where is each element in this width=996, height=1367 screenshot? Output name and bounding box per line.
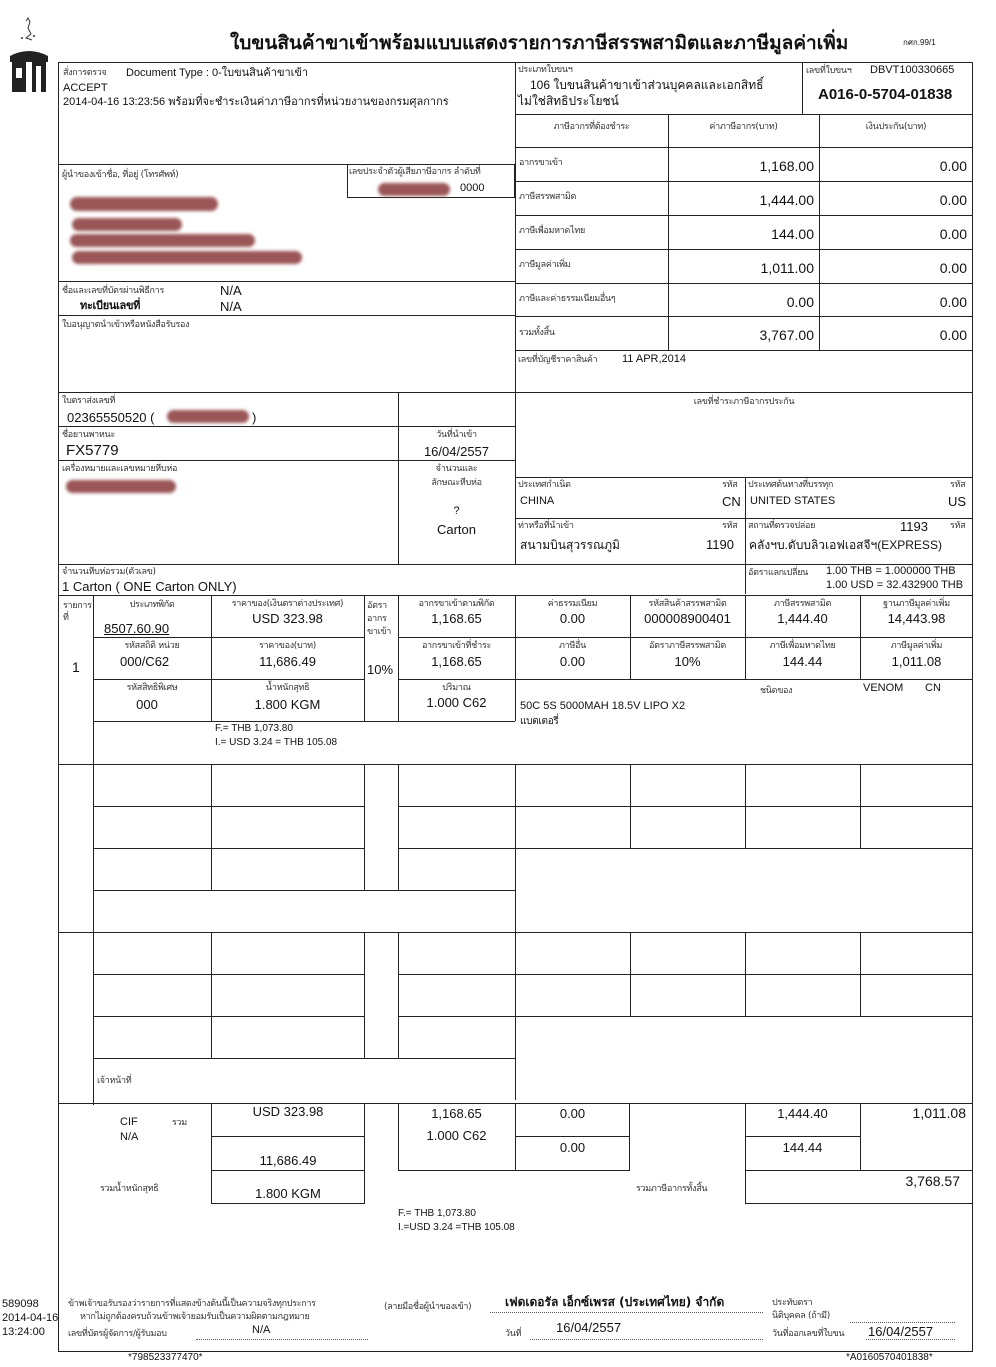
tax-row-guarantee: 0.00 [939, 260, 967, 276]
officer-label: เจ้าหน้าที่ [97, 1076, 132, 1086]
redacted-address [72, 251, 302, 264]
redacted-tax-id [378, 183, 450, 196]
sign-label: (ลายมือชื่อผู้นำของเข้า) [384, 1302, 472, 1312]
incoterm-sub: N/A [120, 1131, 139, 1143]
release-code-label: รหัส [950, 521, 966, 531]
declaration-type-line1: 106 ใบขนสินค้าขาเข้าส่วนบุคคลและเอกสิทธิ์ [530, 78, 764, 92]
other-tax: 0.00 [559, 654, 586, 669]
declaration-type-line2: ไม่ใช่สิทธิประโยชน์ [518, 94, 619, 108]
license-label: ใบอนุญาตนำเข้าหรือหนังสือรับรอง [62, 320, 190, 330]
grand-total-label: รวมภาษีอากรทั้งสิ้น [636, 1184, 708, 1194]
total-fee: 0.00 [559, 1106, 586, 1121]
item-no-label: รายการที่ [63, 601, 92, 623]
origin-code-label: รหัส [722, 480, 738, 490]
description: 50C 5S 5000MAH 18.5V LIPO X2 [520, 700, 686, 712]
sum-label: รวม [172, 1118, 187, 1128]
freight: F.= THB 1,073.80 [215, 723, 293, 734]
consign-code-label: รหัส [950, 480, 966, 490]
declaration-type-label: ประเภทใบขนฯ [518, 65, 573, 75]
importer-label: ผู้นำของเข้าชื่อ, ที่อยู่ (โทรศัพท์) [62, 170, 179, 180]
rate-label: อัตราแลกเปลี่ยน [748, 568, 809, 578]
total-interior: 144.44 [782, 1140, 823, 1155]
rate-thb: 1.00 THB = 1.000000 THB [826, 565, 956, 577]
side-date: 2014-04-16 [2, 1312, 59, 1324]
duty-assess-label: อากรขาเข้าตามพิกัด [418, 599, 495, 609]
excise-rate-label: อัตราภาษีสรรพสามิต [649, 641, 726, 651]
declaration-line1: ข้าพเจ้าขอรับรองว่ารายการที่แสดงข้างต้นนี้เป็นความจริงทุกประการ [68, 1299, 316, 1309]
tax-row-guarantee: 0.00 [939, 192, 967, 208]
pkg-label-1: จำนวนและ [435, 464, 478, 474]
total-vat: 1,011.08 [912, 1105, 966, 1121]
release-label: สถานที่ตรวจปล่อย [748, 521, 816, 531]
fob-foreign: USD 323.98 [252, 611, 323, 626]
tax-row-amount: 0.00 [786, 294, 814, 310]
excise-code: 000008900401 [644, 611, 731, 626]
sign-date: 16/04/2557 [556, 1320, 622, 1335]
total-pkg-label: จำนวนหีบห่อรวม(ตัวเลข) [62, 567, 156, 577]
origin-code: CN [722, 494, 741, 509]
declaration-no: A016-0-5704-01838 [818, 86, 953, 103]
total-freight: F.= THB 1,073.80 [398, 1208, 476, 1219]
tax-row-guarantee: 0.00 [939, 226, 967, 242]
tax-row-amount: 1,444.00 [759, 192, 814, 208]
redacted-marks [66, 480, 176, 493]
total-duty: 1,168.65 [431, 1106, 482, 1121]
total-excise: 1,444.40 [777, 1106, 828, 1121]
invoice-label: เลขที่บัญชีราคาสินค้า [518, 355, 598, 365]
total-weight-label: รวมน้ำหนักสุทธิ [100, 1184, 159, 1194]
pkg-count: ? [453, 505, 460, 517]
tax-row-amount: 3,767.00 [759, 327, 814, 343]
vat-base: 14,443.98 [887, 611, 946, 626]
port-label: ท่าหรือที่นำเข้า [518, 521, 574, 531]
vat-label: ภาษีมูลค่าเพิ่ม [890, 641, 943, 651]
tax-row-label: ภาษีเพื่อมหาดไทย [519, 226, 585, 236]
excise: 1,444.40 [777, 611, 828, 626]
origin: CHINA [520, 495, 555, 507]
consign-label: ประเทศต้นทางที่บรรทุก [748, 480, 834, 490]
interior: 144.44 [782, 654, 823, 669]
consign: UNITED STATES [750, 495, 836, 507]
total-other: 0.00 [559, 1140, 586, 1155]
pkg-label-2: ลักษณะหีบห่อ [431, 478, 482, 488]
form-code: กศก.99/1 [903, 38, 936, 47]
declaration-no-label: เลขที่ใบขนฯ [806, 66, 852, 76]
qty-label: ปริมาณ [442, 683, 471, 693]
payment-label: เลขที่ชำระภาษีอากรประกัน [693, 397, 795, 407]
incoterm: CIF [120, 1116, 138, 1128]
vat: 1,011.08 [891, 654, 942, 669]
tax-row-label: ภาษีและค่าธรรมเนียมอื่นๆ [519, 294, 616, 304]
vehicle-label: ชื่อยานพาหนะ [62, 430, 115, 440]
tariff: 8507.60.90 [104, 621, 170, 636]
privilege-label: รหัสสิทธิพิเศษ [126, 683, 178, 693]
bill-label: ใบตราส่งเลขที่ [62, 396, 116, 406]
tax-branch: 0000 [460, 182, 485, 194]
customs-emblem-logo [4, 16, 54, 96]
brand: VENOM [863, 682, 904, 694]
tax-header-guarantee: เงินประกัน(บาท) [865, 122, 927, 132]
vat-base-label: ฐานภาษีมูลค่าเพิ่ม [883, 599, 950, 609]
tax-id-label: เลขประจำตัวผู้เสียภาษีอากร ลำดับที่ [349, 167, 481, 177]
origin-label: ประเทศกำเนิด [518, 480, 571, 490]
port-code: 1190 [706, 537, 734, 552]
duty-pay: 1,168.65 [431, 654, 482, 669]
tax-row-label: รวมทั้งสิ้น [519, 328, 555, 338]
fee: 0.00 [559, 611, 586, 626]
fee-label: ค่าธรรมเนียม [547, 599, 598, 609]
release-code: 1193 [900, 519, 928, 534]
fob-foreign-label: ราคาของ(เงินตราต่างประเทศ) [231, 599, 344, 609]
side-code: 589098 [2, 1298, 39, 1310]
company-name: เฟดเดอรัล เอ็กซ์เพรส (ประเทศไทย) จำกัด [505, 1295, 725, 1309]
rate-usd: 1.00 USD = 32.432900 THB [826, 579, 964, 591]
redacted-bill [167, 410, 249, 423]
duty-pay-label: อากรขาเข้าที่ชำระ [421, 641, 492, 651]
interior-label: ภาษีเพื่อมหาดไทย [769, 641, 836, 651]
grand-total: 3,768.57 [905, 1173, 960, 1189]
broker-label: ชื่อและเลขที่บัตรผ่านพิธีการ [62, 286, 164, 296]
tax-row-guarantee: 0.00 [939, 327, 967, 343]
reference-no: DBVT100330665 [870, 64, 955, 76]
barcode-right: *A0160570401838* [846, 1352, 933, 1363]
duty-assess: 1,168.65 [431, 611, 482, 626]
redacted-address [70, 234, 255, 247]
fob-thb-label: ราคาของ(บาท) [258, 641, 317, 651]
arrival-date: 16/04/2557 [423, 444, 490, 459]
kind-label: ชนิดของ [760, 686, 793, 696]
bill-close: ) [252, 410, 257, 425]
release: คลังฯบ.ดับบลิวเอฟเอสจีฯ(EXPRESS) [749, 538, 942, 552]
tax-row-label: ภาษีสรรพสามิต [519, 192, 577, 202]
side-time: 13:24:00 [2, 1326, 45, 1338]
stamp-label-1: ประทับตรา [772, 1298, 813, 1308]
status-detail: 2014-04-16 13:23:56 พร้อมที่จะชำระเงินค่าภาษีอากรที่หน่วยงานของกรมศุลกากร [63, 96, 449, 108]
excise-label: ภาษีสรรพสามิต [773, 599, 832, 609]
declaration-line2: หากไม่ถูกต้องครบถ้วนข้าพเจ้ายอมรับเป็นความผิดตามกฎหมาย [80, 1312, 310, 1322]
brand-country: CN [925, 682, 941, 694]
invoice-date: 11 APR,2014 [622, 353, 687, 365]
total-qty: 1.000 C62 [426, 1128, 487, 1143]
tax-header-type: ภาษีอากรที่ต้องชำระ [553, 122, 630, 132]
consign-code: US [948, 494, 967, 509]
submit-label: วันที่ออกเลขที่ใบขน [772, 1329, 845, 1339]
tax-row-guarantee: 0.00 [939, 294, 967, 310]
total-weight: 1.800 KGM [255, 1186, 321, 1201]
barcode-left: *798523377470* [128, 1352, 203, 1363]
broker-no: N/A [252, 1324, 271, 1336]
redacted-address [70, 197, 218, 211]
weight: 1.800 KGM [254, 697, 321, 712]
submit-date: 16/04/2557 [868, 1324, 934, 1339]
tax-row-amount: 144.00 [771, 226, 814, 242]
pkg-type: Carton [436, 522, 477, 537]
excise-code-label: รหัสสินค้าสรรพสามิต [648, 599, 727, 609]
tax-row-amount: 1,011.00 [760, 260, 814, 276]
stamp-label-2: นิติบุคคล (ถ้ามี) [772, 1311, 830, 1321]
stat: 000/C62 [120, 654, 170, 669]
tax-header-amount: ค่าภาษีอากร(บาท) [709, 122, 778, 132]
redacted-address [72, 218, 182, 231]
vehicle: FX5779 [66, 442, 119, 459]
tax-row-amount: 1,168.00 [759, 158, 814, 174]
item-no: 1 [72, 659, 80, 675]
stat-label: รหัสสถิติ หน่วย [124, 641, 180, 651]
date-label: วันที่ [505, 1329, 522, 1339]
order-label: สั่งการตรวจ [63, 68, 107, 78]
port: สนามบินสุวรรณภูมิ [520, 538, 620, 552]
total-pkg: 1 Carton ( ONE Carton ONLY) [62, 579, 237, 594]
form-title: ใบขนสินค้าขาเข้าพร้อมแบบแสดงรายการภาษีสรรพสามิตและภาษีมูลค่าเพิ่ม [230, 32, 849, 54]
excise-rate: 10% [674, 654, 701, 669]
registration-value: N/A [220, 299, 242, 314]
arrival-label: วันที่นำเข้า [436, 430, 477, 440]
duty-rate: 10% [367, 662, 394, 677]
registration-label: ทะเบียนเลขที่ [80, 299, 141, 312]
tax-row-label: อากรขาเข้า [519, 158, 563, 168]
tariff-label: ประเภทพิกัด [129, 600, 175, 610]
status: ACCEPT [63, 82, 108, 94]
total-fob-foreign: USD 323.98 [252, 1104, 324, 1119]
total-fob-thb: 11,686.49 [259, 1153, 317, 1168]
broker-no-label: เลขที่บัตรผู้จัดการ/ผู้รับมอบ [68, 1329, 167, 1339]
marks-label: เครื่องหมายและเลขหมายหีบห่อ [62, 464, 178, 474]
total-insurance: I.=USD 3.24 =THB 105.08 [398, 1222, 515, 1233]
tax-row-guarantee: 0.00 [939, 158, 967, 174]
weight-label: น้ำหนักสุทธิ [265, 683, 310, 693]
duty-rate-label: อัตราอากรขาเข้า [367, 601, 391, 637]
bill-no: 02365550520 ( [67, 410, 155, 425]
document-type: Document Type : 0-ใบขนสินค้าขาเข้า [126, 67, 309, 79]
port-code-label: รหัส [722, 521, 738, 531]
tax-row-label: ภาษีมูลค่าเพิ่ม [519, 260, 571, 270]
fob-thb: 11,686.49 [259, 654, 316, 669]
description-th: แบตเตอรี่ [520, 716, 559, 727]
broker-value: N/A [220, 283, 242, 298]
insurance: I.= USD 3.24 = THB 105.08 [215, 737, 338, 748]
qty: 1.000 C62 [426, 695, 487, 710]
other-tax-label: ภาษีอื่น [559, 641, 586, 651]
privilege: 000 [136, 697, 158, 712]
